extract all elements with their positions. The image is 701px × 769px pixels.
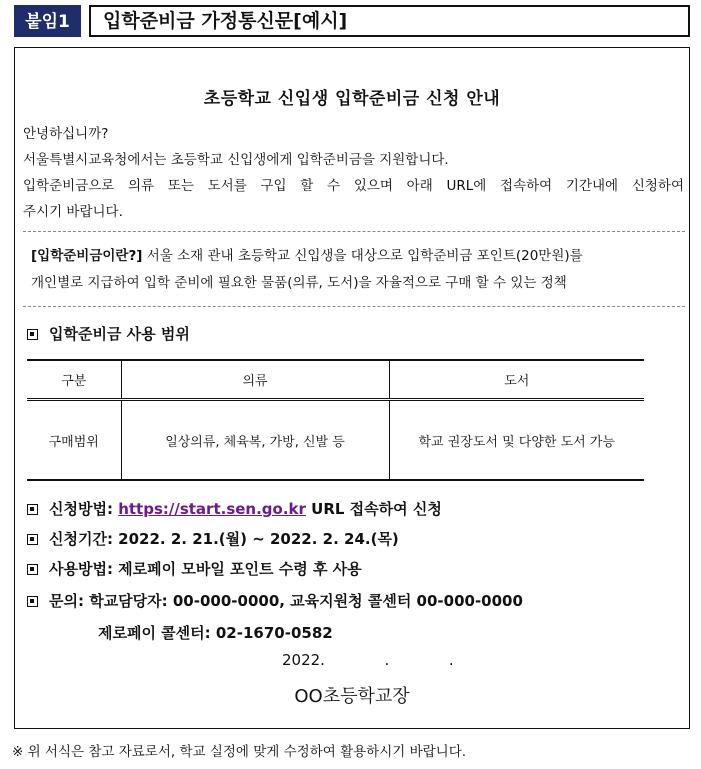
table-header-row xyxy=(27,360,644,400)
attachment-badge: 붙임1 xyxy=(14,5,81,37)
inquiry-text: 문의: 학교담당자: 00-000-0000, 교육지원청 콜센터 00-000-0000 xyxy=(49,592,523,610)
issue-date xyxy=(282,651,454,669)
table-row xyxy=(27,400,644,481)
checkbox-square-icon xyxy=(27,596,38,607)
header xyxy=(14,5,690,37)
greeting: 안녕하십니까? xyxy=(23,126,109,142)
table-header-cell: 도서 xyxy=(389,360,644,400)
intro-line-1: 서울특별시교육청에서는 초등학교 신입생에게 입학준비금을 지원합니다. xyxy=(23,152,449,168)
usage-table xyxy=(27,359,644,481)
use-method-text: 사용방법: 제로페이 모바일 포인트 수령 후 사용 xyxy=(49,560,362,578)
signer: OO초등학교장 xyxy=(294,686,410,707)
table-header-cell: 의류 xyxy=(121,360,389,400)
date-day: . xyxy=(448,651,454,669)
footnote: ※ 위 서식은 참고 자료로서, 학교 실정에 맞게 수정하여 활용하시기 바랍니다. xyxy=(12,744,467,760)
checkbox-square-icon xyxy=(27,504,38,515)
table-header-cell: 구분 xyxy=(27,360,121,400)
apply-period-text: 신청기간: 2022. 2. 21.(월) ~ 2022. 2. 24.(목) xyxy=(49,530,399,548)
divider xyxy=(23,231,685,232)
usage-section-title: 입학준비금 사용 범위 xyxy=(49,325,190,343)
checkbox-square-icon xyxy=(27,534,38,545)
apply-method xyxy=(27,498,442,519)
checkbox-square-icon xyxy=(27,564,38,575)
apply-method-label: 신청방법: xyxy=(49,500,119,518)
apply-period xyxy=(27,528,399,549)
definition-line-2: 개인별로 지급하여 입학 준비에 필요한 물품(의류, 도서)을 자율적으로 구매 할 수 있는 정책 xyxy=(31,275,567,291)
table-cell: 학교 권장도서 및 다양한 도서 가능 xyxy=(389,400,644,481)
table-cell: 구매범위 xyxy=(27,400,121,481)
inquiry xyxy=(27,590,523,611)
divider xyxy=(23,306,685,307)
apply-method-suffix: URL 접속하여 신청 xyxy=(305,500,442,518)
inquiry-zeropay: 제로페이 콜센터: 02-1670-0582 xyxy=(98,624,333,642)
intro-line-2: 입학준비금으로 의류 또는 도서를 구입 할 수 있으며 아래 URL에 접속하여 기간내에 신청하여 xyxy=(23,178,684,194)
intro-line-3: 주시기 바랍니다. xyxy=(23,204,123,220)
definition-line-1 xyxy=(31,244,583,264)
header-title: 입학준비금 가정통신문[예시] xyxy=(89,5,690,37)
definition-label: [입학준비금이란?] xyxy=(31,248,143,264)
usage-section-heading xyxy=(27,323,190,344)
notice-document xyxy=(14,47,690,729)
document-title: 초등학교 신입생 입학준비금 신청 안내 xyxy=(203,89,501,109)
date-year: 2022. xyxy=(282,651,325,669)
apply-url-link[interactable]: https://start.sen.go.kr xyxy=(118,500,306,518)
checkbox-square-icon xyxy=(27,329,38,340)
use-method xyxy=(27,558,362,579)
date-month: . xyxy=(384,651,390,669)
table-cell: 일상의류, 체육복, 가방, 신발 등 xyxy=(121,400,389,481)
definition-text-1: 서울 소재 관내 초등학교 신입생을 대상으로 입학준비금 포인트(20만원)를 xyxy=(142,248,583,264)
